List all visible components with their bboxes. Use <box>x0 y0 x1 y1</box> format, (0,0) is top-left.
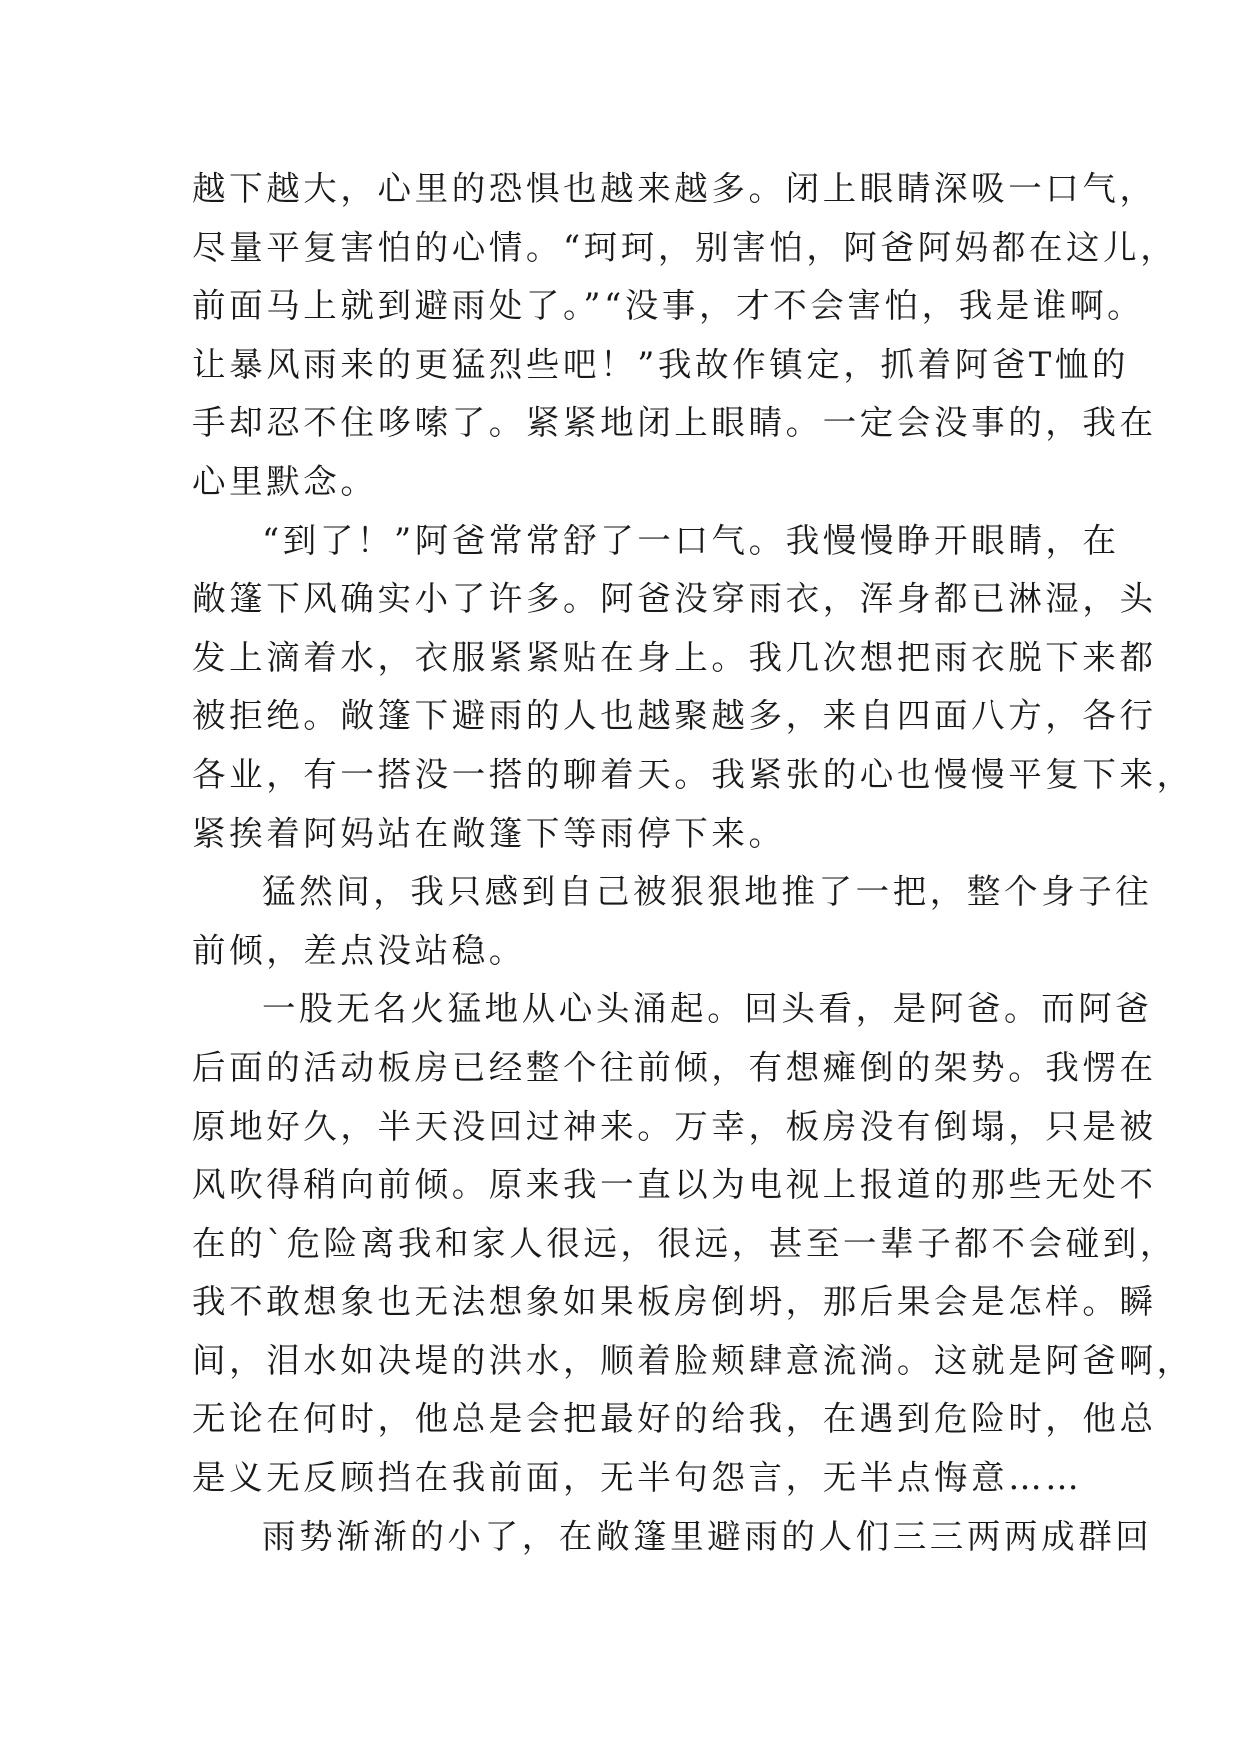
text-line: 越下越大，心里的恐惧也越来越多。闭上眼睛深吸一口气， <box>192 169 1157 208</box>
text-line: 后面的活动板房已经整个往前倾，有想瘫倒的架势。我愣在 <box>192 1047 1157 1087</box>
text-line: 各业，有一搭没一搭的聊着天。我紧张的心也慢慢平复下来， <box>192 754 1194 794</box>
text-line: 前面马上就到避雨处了。”“没事，才不会害怕，我是谁啊。 <box>192 286 1145 326</box>
text-line: 风吹得稍向前倾。原来我一直以为电视上报道的那些无处不 <box>192 1165 1157 1205</box>
text-line: 手却忍不住哆嗦了。紧紧地闭上眼睛。一定会没事的，我在 <box>192 403 1157 443</box>
text-line: 间，泪水如决堤的洪水，顺着脸颊肆意流淌。这就是阿爸啊， <box>192 1340 1194 1380</box>
text-line: 尽量平复害怕的心情。“珂珂，别害怕，阿爸阿妈都在这儿， <box>192 227 1178 267</box>
text-line: 被拒绝。敞篷下避雨的人也越聚越多，来自四面八方，各行 <box>192 696 1157 736</box>
text-line: 原地好久，半天没回过神来。万幸，板房没有倒塌，只是被 <box>192 1106 1157 1146</box>
text-line: 在的`危险离我和家人很远，很远，甚至一辈子都不会碰到， <box>192 1223 1177 1263</box>
paragraph-first-line: “到了！”阿爸常常舒了一口气。我慢慢睁开眼睛，在 <box>262 520 1120 560</box>
paragraph-first-line: 雨势渐渐的小了，在敞篷里避雨的人们三三两两成群回 <box>262 1516 1153 1556</box>
text-line: 让暴风雨来的更猛烈些吧！”我故作镇定，抓着阿爸T恤的 <box>192 344 1130 384</box>
text-line: 发上滴着水，衣服紧紧贴在身上。我几次想把雨衣脱下来都 <box>192 637 1157 677</box>
body-text <box>192 160 1194 1566</box>
text-line: 前倾，差点没站稳。 <box>192 930 526 970</box>
text-line: 我不敢想象也无法想象如果板房倒坍，那后果会是怎样。瞬 <box>192 1282 1157 1322</box>
text-line: 是义无反顾挡在我前面，无半句怨言，无半点悔意…… <box>192 1458 1083 1498</box>
text-line: 紧挨着阿妈站在敞篷下等雨停下来。 <box>192 813 786 853</box>
paragraph-first-line: 猛然间，我只感到自己被狠狠地推了一把，整个身子往 <box>262 872 1153 912</box>
text-line: 敞篷下风确实小了许多。阿爸没穿雨衣，浑身都已淋湿，头 <box>192 579 1157 619</box>
text-line: 心里默念。 <box>192 461 378 501</box>
paragraph-first-line: 一股无名火猛地从心头涌起。回头看，是阿爸。而阿爸 <box>262 989 1153 1029</box>
text-line: 无论在何时，他总是会把最好的给我，在遇到危险时，他总 <box>192 1399 1157 1439</box>
